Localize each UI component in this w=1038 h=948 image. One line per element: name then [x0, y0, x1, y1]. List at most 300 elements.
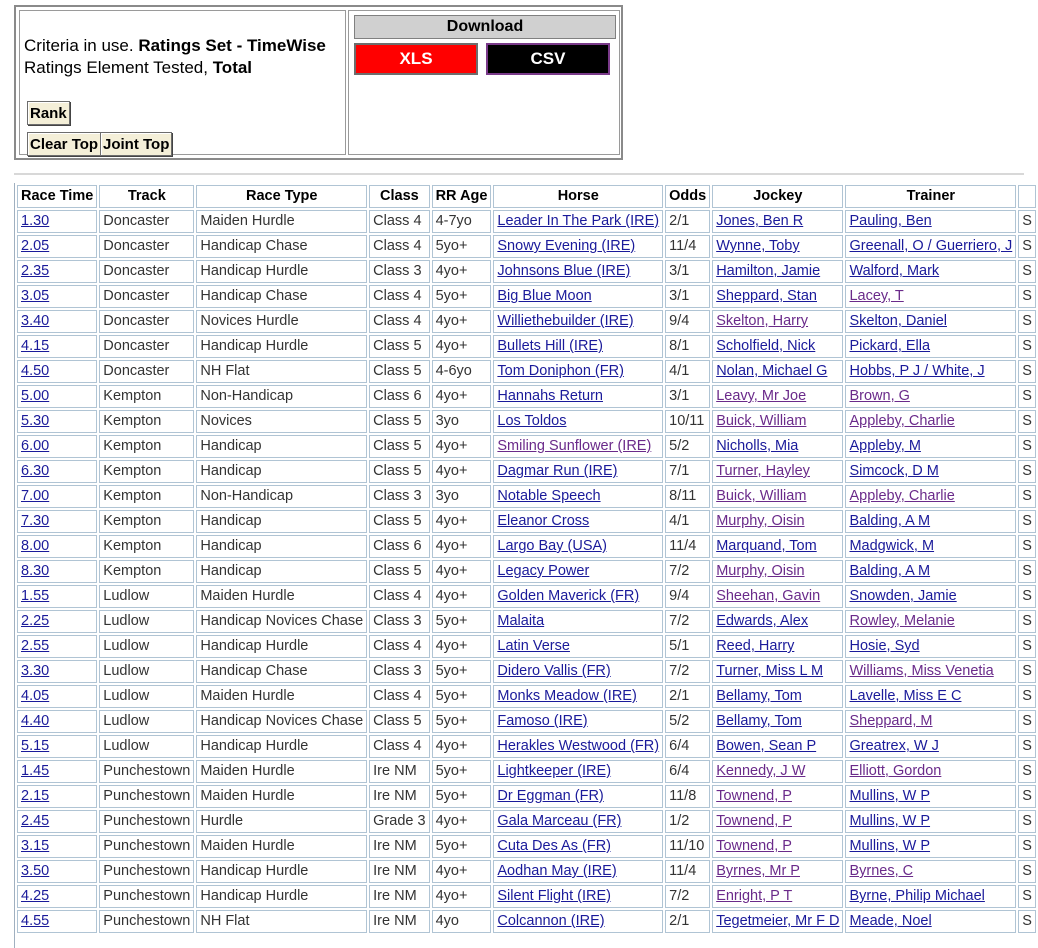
trainer-cell	[845, 210, 1016, 233]
odds-cell: 8/11	[665, 485, 710, 508]
trainer-cell	[845, 460, 1016, 483]
track-cell: Punchestown	[99, 860, 194, 883]
trainer-cell	[845, 435, 1016, 458]
race-time-link[interactable]: 5.30	[21, 413, 50, 429]
trainer-link[interactable]: Balding, A M	[849, 563, 931, 579]
track-cell: Punchestown	[99, 835, 194, 858]
column-header-rr-age: RR Age	[432, 185, 492, 208]
extra-cell: S	[1018, 235, 1036, 258]
horse-cell	[493, 285, 663, 308]
age-cell: 4yo+	[432, 585, 492, 608]
jockey-cell	[712, 710, 843, 733]
horse-link[interactable]: Tom Doniphon (FR)	[497, 363, 624, 379]
track-cell: Ludlow	[99, 710, 194, 733]
race-time-link[interactable]: 7.30	[21, 513, 50, 529]
horse-link[interactable]: Eleanor Cross	[497, 513, 590, 529]
jockey-cell	[712, 435, 843, 458]
track-cell: Doncaster	[99, 335, 194, 358]
horse-link[interactable]: Latin Verse	[497, 638, 570, 654]
race-type-cell: NH Flat	[196, 910, 367, 933]
race-time-cell	[17, 335, 97, 358]
extra-cell: S	[1018, 635, 1036, 658]
results-table	[15, 183, 1038, 935]
trainer-link[interactable]: Rowley, Melanie	[849, 613, 955, 629]
race-type-cell: Maiden Hurdle	[196, 585, 367, 608]
jockey-link[interactable]: Kennedy, J W	[716, 763, 806, 779]
race-time-link[interactable]: 8.30	[21, 563, 50, 579]
race-time-link[interactable]: 2.25	[21, 613, 50, 629]
trainer-link[interactable]: Mullins, W P	[849, 788, 931, 804]
track-cell: Doncaster	[99, 360, 194, 383]
horse-link[interactable]: Lightkeeper (IRE)	[497, 763, 612, 779]
table-row	[17, 835, 1036, 858]
extra-cell: S	[1018, 585, 1036, 608]
trainer-link[interactable]: Mullins, W P	[849, 813, 931, 829]
class-cell: Class 4	[369, 585, 429, 608]
track-cell: Kempton	[99, 460, 194, 483]
trainer-link[interactable]: Appleby, Charlie	[849, 488, 955, 504]
trainer-cell	[845, 760, 1016, 783]
jockey-link[interactable]: Bowen, Sean P	[716, 738, 817, 754]
trainer-cell	[845, 235, 1016, 258]
extra-cell: S	[1018, 735, 1036, 758]
class-cell: Class 4	[369, 310, 429, 333]
horse-link[interactable]: Aodhan May (IRE)	[497, 863, 617, 879]
odds-cell: 4/1	[665, 510, 710, 533]
odds-cell: 9/4	[665, 310, 710, 333]
horse-link[interactable]: Silent Flight (IRE)	[497, 888, 612, 904]
race-time-cell	[17, 710, 97, 733]
jockey-link[interactable]: Nolan, Michael G	[716, 363, 828, 379]
age-cell: 4yo+	[432, 385, 492, 408]
horse-link[interactable]: Gala Marceau (FR)	[497, 813, 622, 829]
odds-cell: 9/4	[665, 585, 710, 608]
trainer-cell	[845, 360, 1016, 383]
horse-link[interactable]: Johnsons Blue (IRE)	[497, 263, 631, 279]
class-cell: Ire NM	[369, 760, 429, 783]
race-time-cell	[17, 610, 97, 633]
jockey-cell	[712, 835, 843, 858]
race-time-link[interactable]: 3.40	[21, 313, 50, 329]
criteria-element: Total	[212, 58, 253, 77]
trainer-cell	[845, 610, 1016, 633]
age-cell: 4yo+	[432, 335, 492, 358]
jockey-cell	[712, 860, 843, 883]
jockey-link[interactable]: Leavy, Mr Joe	[716, 388, 807, 404]
race-time-link[interactable]: 8.00	[21, 538, 50, 554]
race-time-link[interactable]: 1.55	[21, 588, 50, 604]
race-time-link[interactable]: 4.50	[21, 363, 50, 379]
table-row	[17, 535, 1036, 558]
table-row	[17, 410, 1036, 433]
trainer-link[interactable]: Skelton, Daniel	[849, 313, 947, 329]
class-cell: Class 4	[369, 210, 429, 233]
criteria-element-prefix: Ratings Element Tested,	[24, 58, 213, 77]
track-cell: Kempton	[99, 560, 194, 583]
age-cell: 5yo+	[432, 685, 492, 708]
race-time-cell	[17, 310, 97, 333]
odds-cell: 10/11	[665, 410, 710, 433]
race-time-link[interactable]: 2.55	[21, 638, 50, 654]
trainer-link[interactable]: Pauling, Ben	[849, 213, 932, 229]
trainer-cell	[845, 585, 1016, 608]
trainer-link[interactable]: Greenall, O / Guerriero, J	[849, 238, 1013, 254]
class-cell: Class 4	[369, 635, 429, 658]
race-type-cell: Maiden Hurdle	[196, 760, 367, 783]
jockey-cell	[712, 885, 843, 908]
extra-cell: S	[1018, 610, 1036, 633]
race-time-cell	[17, 560, 97, 583]
horse-link[interactable]: Malaita	[497, 613, 545, 629]
horse-cell	[493, 235, 663, 258]
class-cell: Class 3	[369, 260, 429, 283]
race-time-cell	[17, 685, 97, 708]
trainer-link[interactable]: Snowden, Jamie	[849, 588, 957, 604]
jockey-cell	[712, 635, 843, 658]
trainer-link[interactable]: Simcock, D M	[849, 463, 939, 479]
trainer-link[interactable]: Brown, G	[849, 388, 910, 404]
extra-cell: S	[1018, 860, 1036, 883]
race-time-link[interactable]: 6.30	[21, 463, 50, 479]
horse-link[interactable]: Big Blue Moon	[497, 288, 592, 304]
age-cell: 4yo+	[432, 560, 492, 583]
jockey-link[interactable]: Turner, Miss L M	[716, 663, 824, 679]
class-cell: Class 5	[369, 710, 429, 733]
race-time-link[interactable]: 3.30	[21, 663, 50, 679]
trainer-link[interactable]: Lacey, T	[849, 288, 904, 304]
extra-cell: S	[1018, 535, 1036, 558]
jockey-cell	[712, 785, 843, 808]
race-time-link[interactable]: 4.40	[21, 713, 50, 729]
rank-button[interactable]: Rank	[27, 101, 70, 125]
trainer-link[interactable]: Pickard, Ella	[849, 338, 931, 354]
horse-link[interactable]: Dr Eggman (FR)	[497, 788, 604, 804]
horse-link[interactable]: Famoso (IRE)	[497, 713, 588, 729]
race-type-cell: Handicap Hurdle	[196, 635, 367, 658]
race-time-link[interactable]: 2.05	[21, 238, 50, 254]
race-type-cell: Handicap Hurdle	[196, 735, 367, 758]
jockey-cell	[712, 910, 843, 933]
jockey-cell	[712, 360, 843, 383]
age-cell: 4yo+	[432, 435, 492, 458]
jockey-link[interactable]: Townend, P	[716, 788, 792, 804]
table-row	[17, 460, 1036, 483]
horse-cell	[493, 785, 663, 808]
trainer-cell	[845, 835, 1016, 858]
horse-cell	[493, 560, 663, 583]
horse-cell	[493, 585, 663, 608]
jockey-link[interactable]: Byrnes, Mr P	[716, 863, 800, 879]
criteria-set: Ratings Set - TimeWise	[138, 36, 326, 55]
column-header-odds: Odds	[665, 185, 710, 208]
table-row	[17, 860, 1036, 883]
column-header-race-time: Race Time	[17, 185, 97, 208]
column-header-jockey: Jockey	[712, 185, 843, 208]
trainer-link[interactable]: Walford, Mark	[849, 263, 940, 279]
extra-cell: S	[1018, 335, 1036, 358]
jockey-link[interactable]: Reed, Harry	[716, 638, 795, 654]
trainer-link[interactable]: Madgwick, M	[849, 538, 935, 554]
horse-cell	[493, 360, 663, 383]
trainer-link[interactable]: Elliott, Gordon	[849, 763, 942, 779]
age-cell: 5yo+	[432, 785, 492, 808]
extra-cell: S	[1018, 660, 1036, 683]
jockey-link[interactable]: Buick, William	[716, 488, 807, 504]
race-type-cell: Handicap Hurdle	[196, 885, 367, 908]
trainer-link[interactable]: Greatrex, W J	[849, 738, 939, 754]
odds-cell: 11/4	[665, 535, 710, 558]
jockey-link[interactable]: Nicholls, Mia	[716, 438, 799, 454]
race-type-cell: Handicap Hurdle	[196, 860, 367, 883]
table-row	[17, 435, 1036, 458]
track-cell: Punchestown	[99, 910, 194, 933]
trainer-cell	[845, 485, 1016, 508]
horse-link[interactable]: Williethebuilder (IRE)	[497, 313, 634, 329]
column-header-horse: Horse	[493, 185, 663, 208]
horse-link[interactable]: Hannahs Return	[497, 388, 603, 404]
table-row	[17, 485, 1036, 508]
race-type-cell: Maiden Hurdle	[196, 210, 367, 233]
trainer-link[interactable]: Appleby, Charlie	[849, 413, 955, 429]
race-type-cell: NH Flat	[196, 360, 367, 383]
race-time-link[interactable]: 2.45	[21, 813, 50, 829]
horse-link[interactable]: Dagmar Run (IRE)	[497, 463, 618, 479]
horse-link[interactable]: Notable Speech	[497, 488, 601, 504]
odds-cell: 2/1	[665, 685, 710, 708]
track-cell: Kempton	[99, 535, 194, 558]
results-table-wrapper[interactable]	[14, 183, 1032, 948]
class-cell: Class 4	[369, 685, 429, 708]
jockey-link[interactable]: Tegetmeier, Mr F D	[716, 913, 840, 929]
class-cell: Class 6	[369, 535, 429, 558]
extra-cell: S	[1018, 685, 1036, 708]
extra-cell: S	[1018, 835, 1036, 858]
jockey-link[interactable]: Murphy, Oisin	[716, 563, 805, 579]
horse-cell	[493, 735, 663, 758]
jockey-link[interactable]: Sheehan, Gavin	[716, 588, 821, 604]
race-type-cell: Maiden Hurdle	[196, 785, 367, 808]
trainer-link[interactable]: Hosie, Syd	[849, 638, 920, 654]
jockey-cell	[712, 810, 843, 833]
odds-cell: 7/2	[665, 885, 710, 908]
race-type-cell: Handicap	[196, 510, 367, 533]
horse-link[interactable]: Golden Maverick (FR)	[497, 588, 640, 604]
race-time-link[interactable]: 4.25	[21, 888, 50, 904]
race-time-link[interactable]: 3.15	[21, 838, 50, 854]
extra-cell: S	[1018, 510, 1036, 533]
table-row	[17, 360, 1036, 383]
race-type-cell: Handicap	[196, 460, 367, 483]
track-cell: Doncaster	[99, 235, 194, 258]
horse-cell	[493, 385, 663, 408]
trainer-link[interactable]: Mullins, W P	[849, 838, 931, 854]
horse-cell	[493, 210, 663, 233]
class-cell: Ire NM	[369, 910, 429, 933]
horse-link[interactable]: Leader In The Park (IRE)	[497, 213, 660, 229]
trainer-cell	[845, 860, 1016, 883]
extra-cell: S	[1018, 910, 1036, 933]
horse-link[interactable]: Snowy Evening (IRE)	[497, 238, 636, 254]
race-time-cell	[17, 860, 97, 883]
trainer-link[interactable]: Williams, Miss Venetia	[849, 663, 994, 679]
race-type-cell: Maiden Hurdle	[196, 685, 367, 708]
race-time-link[interactable]: 4.55	[21, 913, 50, 929]
race-time-cell	[17, 635, 97, 658]
odds-cell: 6/4	[665, 735, 710, 758]
table-row	[17, 560, 1036, 583]
trainer-cell	[845, 310, 1016, 333]
trainer-link[interactable]: Appleby, M	[849, 438, 921, 454]
xls-download-button[interactable]: XLS	[354, 43, 478, 75]
criteria-text	[24, 35, 326, 79]
jockey-link[interactable]: Turner, Hayley	[716, 463, 810, 479]
jockey-link[interactable]: Wynne, Toby	[716, 238, 800, 254]
trainer-link[interactable]: Sheppard, M	[849, 713, 933, 729]
race-time-link[interactable]: 6.00	[21, 438, 50, 454]
track-cell: Ludlow	[99, 660, 194, 683]
race-type-cell: Handicap	[196, 560, 367, 583]
race-time-cell	[17, 260, 97, 283]
trainer-link[interactable]: Hobbs, P J / White, J	[849, 363, 985, 379]
race-time-link[interactable]: 2.15	[21, 788, 50, 804]
horse-link[interactable]: Colcannon (IRE)	[497, 913, 605, 929]
horse-link[interactable]: Cuta Des As (FR)	[497, 838, 611, 854]
trainer-link[interactable]: Byrne, Philip Michael	[849, 888, 985, 904]
jockey-link[interactable]: Marquand, Tom	[716, 538, 817, 554]
jockey-link[interactable]: Jones, Ben R	[716, 213, 804, 229]
jockey-link[interactable]: Edwards, Alex	[716, 613, 809, 629]
odds-cell: 11/4	[665, 860, 710, 883]
jockey-link[interactable]: Skelton, Harry	[716, 313, 809, 329]
track-cell: Doncaster	[99, 310, 194, 333]
class-cell: Class 3	[369, 485, 429, 508]
class-cell: Class 3	[369, 660, 429, 683]
age-cell: 3yo	[432, 410, 492, 433]
track-cell: Ludlow	[99, 735, 194, 758]
jockey-link[interactable]: Townend, P	[716, 838, 792, 854]
class-cell: Class 4	[369, 235, 429, 258]
track-cell: Kempton	[99, 510, 194, 533]
odds-cell: 1/2	[665, 810, 710, 833]
track-cell: Punchestown	[99, 760, 194, 783]
class-cell: Class 5	[369, 435, 429, 458]
extra-cell: S	[1018, 435, 1036, 458]
extra-cell: S	[1018, 310, 1036, 333]
age-cell: 5yo+	[432, 285, 492, 308]
extra-cell: S	[1018, 360, 1036, 383]
trainer-cell	[845, 510, 1016, 533]
jockey-link[interactable]: Townend, P	[716, 813, 792, 829]
race-time-cell	[17, 660, 97, 683]
race-time-link[interactable]: 1.45	[21, 763, 50, 779]
race-time-link[interactable]: 5.00	[21, 388, 50, 404]
trainer-link[interactable]: Byrnes, C	[849, 863, 914, 879]
horse-cell	[493, 760, 663, 783]
odds-cell: 3/1	[665, 260, 710, 283]
race-time-cell	[17, 835, 97, 858]
race-time-link[interactable]: 1.30	[21, 213, 50, 229]
jockey-cell	[712, 685, 843, 708]
track-cell: Kempton	[99, 410, 194, 433]
race-time-cell	[17, 460, 97, 483]
trainer-cell	[845, 785, 1016, 808]
odds-cell: 5/1	[665, 635, 710, 658]
track-cell: Kempton	[99, 385, 194, 408]
class-cell: Class 6	[369, 385, 429, 408]
trainer-link[interactable]: Balding, A M	[849, 513, 931, 529]
trainer-cell	[845, 685, 1016, 708]
horse-cell	[493, 860, 663, 883]
horse-cell	[493, 485, 663, 508]
extra-cell: S	[1018, 560, 1036, 583]
criteria-cell	[19, 10, 346, 155]
extra-cell: S	[1018, 810, 1036, 833]
horse-link[interactable]: Legacy Power	[497, 563, 590, 579]
jockey-cell	[712, 335, 843, 358]
class-cell: Ire NM	[369, 785, 429, 808]
horse-link[interactable]: Bullets Hill (IRE)	[497, 338, 603, 354]
age-cell: 4yo+	[432, 860, 492, 883]
trainer-link[interactable]: Lavelle, Miss E C	[849, 688, 962, 704]
odds-cell: 3/1	[665, 285, 710, 308]
extra-cell: S	[1018, 760, 1036, 783]
race-type-cell: Novices Hurdle	[196, 310, 367, 333]
jockey-link[interactable]: Murphy, Oisin	[716, 513, 805, 529]
odds-cell: 8/1	[665, 335, 710, 358]
jockey-link[interactable]: Bellamy, Tom	[716, 688, 802, 704]
race-time-link[interactable]: 3.50	[21, 863, 50, 879]
jockey-link[interactable]: Scholfield, Nick	[716, 338, 816, 354]
jockey-link[interactable]: Hamilton, Jamie	[716, 263, 821, 279]
race-time-link[interactable]: 4.15	[21, 338, 50, 354]
jockey-link[interactable]: Enright, P T	[716, 888, 793, 904]
jockey-cell	[712, 760, 843, 783]
jockey-cell	[712, 510, 843, 533]
age-cell: 4yo+	[432, 260, 492, 283]
extra-cell: S	[1018, 210, 1036, 233]
horse-cell	[493, 335, 663, 358]
clear-top-button[interactable]: Clear Top	[27, 132, 101, 156]
odds-cell: 3/1	[665, 385, 710, 408]
jockey-cell	[712, 585, 843, 608]
race-time-link[interactable]: 2.35	[21, 263, 50, 279]
jockey-link[interactable]: Buick, William	[716, 413, 807, 429]
race-time-link[interactable]: 7.00	[21, 488, 50, 504]
table-row	[17, 385, 1036, 408]
class-cell: Class 5	[369, 510, 429, 533]
jockey-link[interactable]: Bellamy, Tom	[716, 713, 802, 729]
table-header-row	[17, 185, 1036, 208]
joint-top-button[interactable]: Joint Top	[100, 132, 172, 156]
race-time-link[interactable]: 3.05	[21, 288, 50, 304]
trainer-cell	[845, 260, 1016, 283]
race-time-link[interactable]: 5.15	[21, 738, 50, 754]
class-cell: Ire NM	[369, 835, 429, 858]
horse-link[interactable]: Los Toldos	[497, 413, 567, 429]
race-time-link[interactable]: 4.05	[21, 688, 50, 704]
horse-link[interactable]: Monks Meadow (IRE)	[497, 688, 637, 704]
horse-link[interactable]: Herakles Westwood (FR)	[497, 738, 660, 754]
csv-download-button[interactable]: CSV	[486, 43, 610, 75]
jockey-link[interactable]: Sheppard, Stan	[716, 288, 817, 304]
horse-cell	[493, 610, 663, 633]
track-cell: Punchestown	[99, 810, 194, 833]
horse-link[interactable]: Largo Bay (USA)	[497, 538, 607, 554]
trainer-link[interactable]: Meade, Noel	[849, 913, 932, 929]
table-row	[17, 785, 1036, 808]
horse-link[interactable]: Didero Vallis (FR)	[497, 663, 611, 679]
horse-link[interactable]: Smiling Sunflower (IRE)	[497, 438, 652, 454]
